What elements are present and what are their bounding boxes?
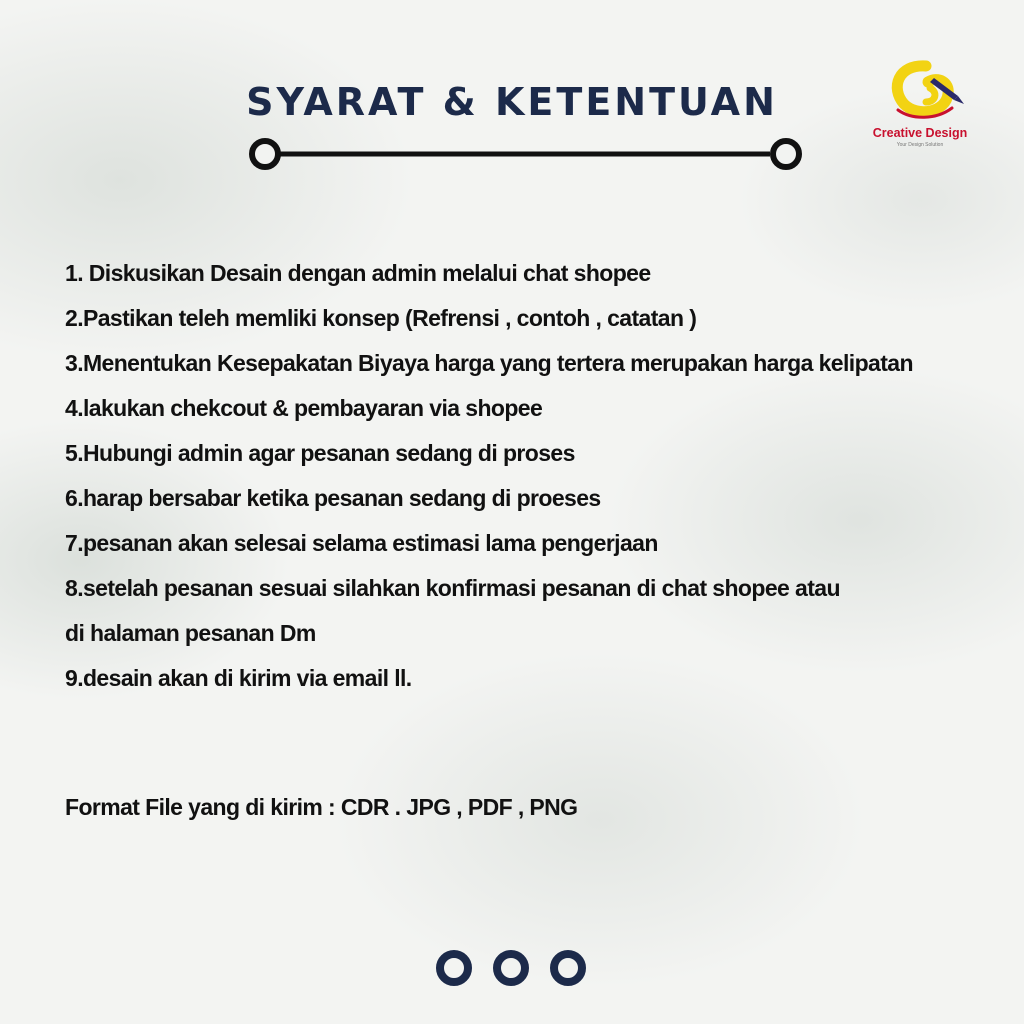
- file-format-note: Format File yang di kirim : CDR . JPG , PDF , PNG: [65, 794, 578, 820]
- terms-list: [65, 251, 1005, 701]
- list-item: 8.setelah pesanan sesuai silahkan konfirmasi pesanan di chat shopee atau di halaman pesanan Dm: [65, 575, 840, 646]
- list-item: 9.desain akan di kirim via email ll.: [65, 665, 412, 691]
- list-item: 4.lakukan chekcout & pembayaran via shopee: [65, 395, 543, 421]
- page-title: SYARAT & KETENTUAN: [246, 80, 778, 124]
- list-item: 1. Diskusikan Desain dengan admin melalui chat shopee: [65, 260, 651, 286]
- list-item: 7.pesanan akan selesai selama estimasi lama pengerjaan: [65, 530, 658, 556]
- list-item: 2.Pastikan teleh memliki konsep (Refrensi , contoh , catatan ): [65, 305, 697, 331]
- list-item: 5.Hubungi admin agar pesanan sedang di proses: [65, 440, 575, 466]
- title-divider: [245, 132, 805, 178]
- list-item: 6.harap bersabar ketika pesanan sedang di proeses: [65, 485, 601, 511]
- list-item: 3.Menentukan Kesepakatan Biyaya harga yang tertera merupakan harga kelipatan: [65, 350, 913, 376]
- pagination-dots-icon: [432, 948, 592, 988]
- logo-name: Creative Design: [872, 126, 968, 140]
- logo-tagline: Your Design Solution: [896, 142, 944, 148]
